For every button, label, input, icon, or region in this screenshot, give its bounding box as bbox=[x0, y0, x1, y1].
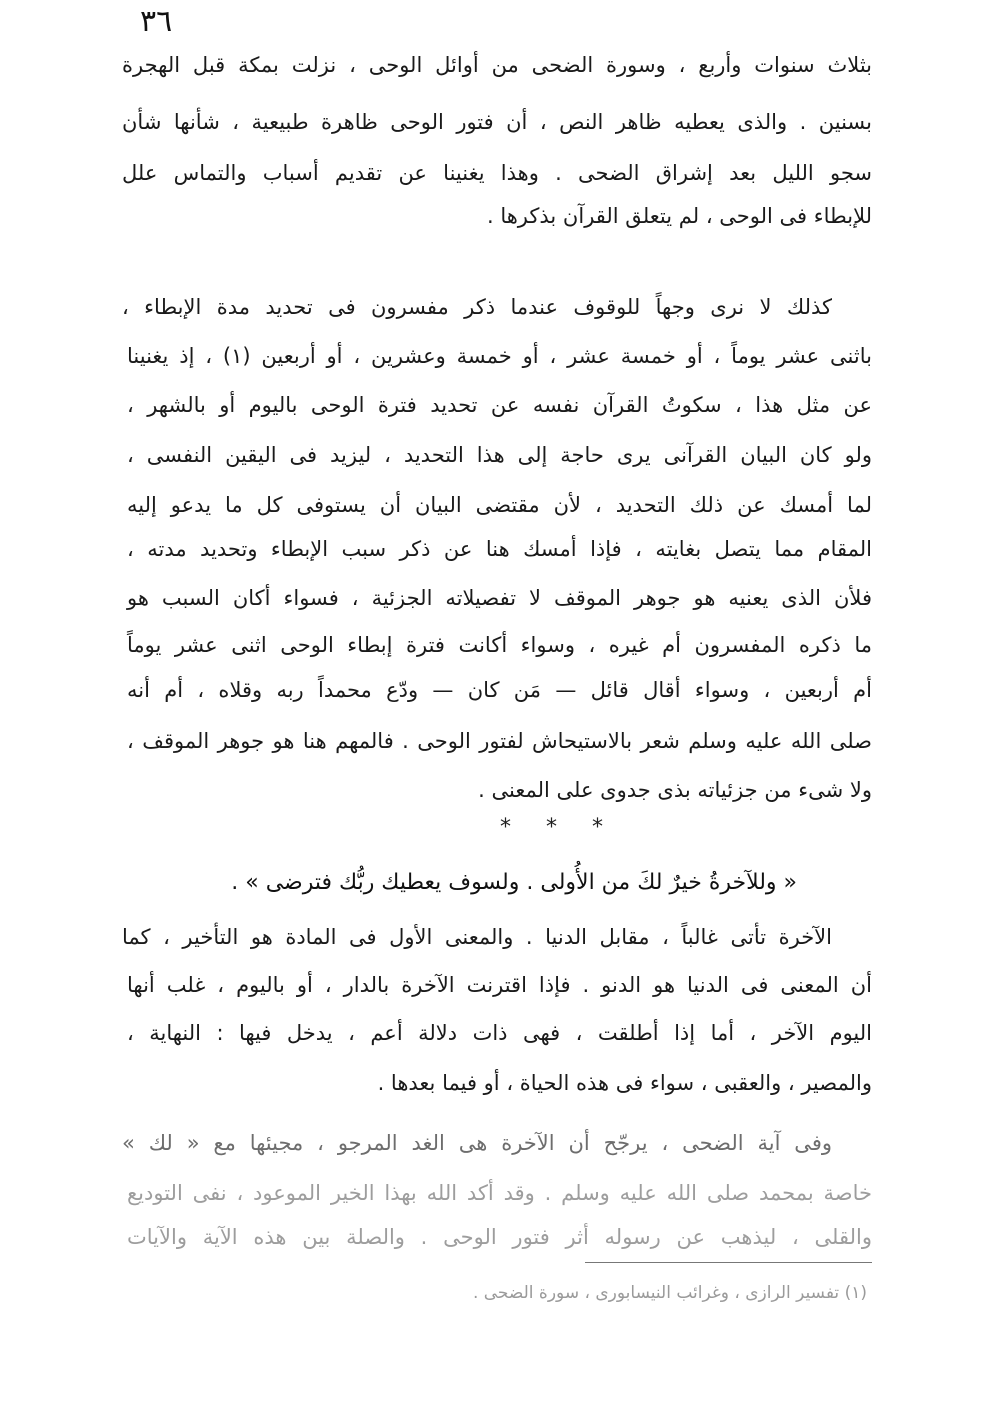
text-line: سجو الليل بعد إشراق الضحى . وهذا يغنينا عن تقديم أسباب والتماس علل bbox=[122, 161, 872, 185]
text-line: كذلك لا نرى وجهاً للوقوف عندما ذكر مفسرون فى تحديد مدة الإبطاء ، bbox=[122, 295, 832, 319]
text-line: لما أمسك عن ذلك التحديد ، لأن مقتضى البيان أن يستوفى كل ما يدعو إليه bbox=[127, 493, 872, 517]
text-line: الآخرة تأتى غالباً ، مقابل الدنيا . والمعنى الأول فى المادة هو التأخير ، كما bbox=[122, 925, 832, 949]
text-line: عن مثل هذا ، سكوتُ القرآن نفسه عن تحديد فترة الوحى باليوم أو بالشهر ، bbox=[127, 393, 872, 417]
text-line: المقام مما يتصل بغايته ، فإذا أمسك هنا عن ذكر سبب الإبطاء وتحديد مدته ، bbox=[127, 537, 872, 561]
text-line: والمصير ، والعقبى ، سواء فى هذه الحياة ، أو فيما بعدها . bbox=[377, 1071, 872, 1095]
section-separator: * * * bbox=[500, 815, 617, 840]
page-number: ٣٦ bbox=[140, 4, 173, 39]
text-line: اليوم الآخر ، أما إذا أطلقت ، فهى ذات دلالة أعم ، يدخل فيها : النهاية ، bbox=[127, 1021, 872, 1045]
text-line: للإبطاء فى الوحى ، لم يتعلق القرآن بذكرها . bbox=[486, 204, 872, 228]
footnote: (١) تفسير الرازى ، وغرائب النيسابورى ، سورة الضحى . bbox=[472, 1283, 867, 1303]
text-line: ولو كان البيان القرآنى يرى حاجة إلى هذا التحديد ، ليزيد فى اليقين النفسى ، bbox=[127, 443, 872, 467]
quran-verse: « وللآخرةُ خيرٌ لكَ من الأُولى . ولسوف يعطيك ربُّك فترضى » . bbox=[231, 870, 797, 895]
text-line: أن المعنى فى الدنيا هو الدنو . فإذا اقترنت الآخرة بالدار ، أو باليوم ، غلب أنها bbox=[127, 973, 872, 997]
text-line: بثلاث سنوات وأربع ، وسورة الضحى من أوائل الوحى ، نزلت بمكة قبل الهجرة bbox=[122, 53, 872, 77]
text-line: ما ذكره المفسرون أم غيره ، وسواء أكانت فترة إبطاء الوحى اثنى عشر يوماً bbox=[127, 633, 872, 657]
footnote-divider bbox=[585, 1262, 872, 1263]
text-line: خاصة بمحمد صلى الله عليه وسلم . وقد أكد الله بهذا الخير الموعود ، نفى التوديع bbox=[127, 1181, 872, 1205]
text-line: وفى آية الضحى ، يرجّح أن الآخرة هى الغد المرجو ، مجيئها مع « لك » bbox=[122, 1131, 832, 1155]
text-line: باثنى عشر يوماً ، أو خمسة عشر ، أو خمسة وعشرين ، أو أربعين (١) ، إذ يغنينا bbox=[127, 344, 872, 368]
text-line: بسنين . والذى يعطيه ظاهر النص ، أن فتور الوحى ظاهرة طبيعية ، شأنها شأن bbox=[122, 110, 872, 134]
text-line: أم أربعين ، وسواء أقال قائل — مَن كان — ودّع محمداً ربه وقلاه ، أم أنه bbox=[127, 678, 872, 702]
text-line: ولا شىء من جزئياته بذى جدوى على المعنى . bbox=[478, 778, 872, 802]
text-line: فلأن الذى يعنيه هو جوهر الموقف لا تفصيلاته الجزئية ، فسواء أكان السبب هو bbox=[127, 586, 872, 610]
text-line: صلى الله عليه وسلم شعر بالاستيحاش لفتور الوحى . فالمهم هنا هو جوهر الموقف ، bbox=[127, 729, 872, 753]
text-line: والقلى ، ليذهب عن رسوله أثر فتور الوحى . والصلة بين هذه الآية والآيات bbox=[127, 1225, 872, 1249]
